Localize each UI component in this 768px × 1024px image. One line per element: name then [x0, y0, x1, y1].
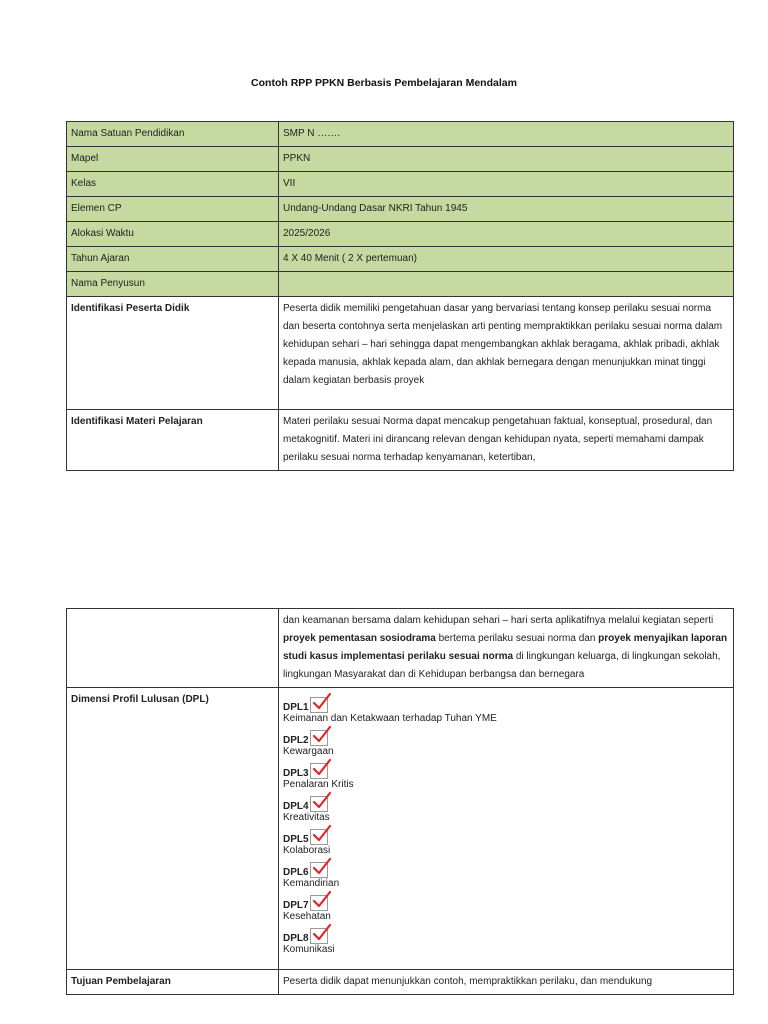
dpl-item [283, 790, 729, 823]
checkbox-checked-icon[interactable] [310, 763, 328, 779]
identifikasi-peserta-label: Identifikasi Peserta Didik [67, 297, 279, 410]
dpl-list [279, 688, 734, 970]
dpl-description: Penalaran Kritis [283, 779, 354, 790]
dpl-label: Dimensi Profil Lulusan (DPL) [67, 688, 279, 970]
row-label: Nama Penyusun [67, 272, 279, 297]
row-label: Nama Satuan Pendidikan [67, 122, 279, 147]
dpl-code: DPL7 [283, 900, 309, 911]
dpl-code: DPL5 [283, 834, 309, 845]
row-label: Tahun Ajaran [67, 247, 279, 272]
row-label: Alokasi Waktu [67, 222, 279, 247]
dpl-description: Keimanan dan Ketakwaan terhadap Tuhan YME [283, 713, 497, 724]
dpl-code-row [283, 790, 729, 812]
dpl-item [283, 889, 729, 922]
identifikasi-materi-text: Materi perilaku sesuai Norma dapat mencakup pengetahuan faktual, konseptual, prosedural, dan metakognitif. Materi ini dirancang relevan dengan kehidupan nyata, seperti memahami dampak perilaku sesuai norma terhadap kenyamanan, ketertiban, [279, 410, 734, 471]
row-value [279, 272, 734, 297]
bold-phrase: proyek menyajikan laporan studi kasus implementasi perilaku sesuai norma [283, 633, 728, 662]
dpl-item [283, 691, 729, 724]
continuation-text: dan keamanan bersama dalam kehidupan sehari – hari serta aplikatifnya melalui kegiatan seperti proyek pementasan sosiodrama bertema perilaku sesuai norma dan proyek menyajikan laporan studi kasus implementasi perilaku sesuai norma di lingkungan keluarga, di lingkungan sekolah, lingkungan Masyarakat dan di Kehidupan berbangsa dan bernegara [279, 609, 734, 688]
table-row [67, 197, 734, 222]
dpl-description: Kreativitas [283, 812, 330, 823]
checkbox-checked-icon[interactable] [310, 829, 328, 845]
document-title: Contoh RPP PPKN Berbasis Pembelajaran Mendalam [251, 77, 517, 89]
row-value: 4 X 40 Menit ( 2 X pertemuan) [279, 247, 734, 272]
table-row [67, 688, 734, 970]
dpl-code: DPL1 [283, 702, 309, 713]
identifikasi-materi-label: Identifikasi Materi Pelajaran [67, 410, 279, 471]
table-row [67, 272, 734, 297]
dpl-description: Kesehatan [283, 911, 331, 922]
checkbox-checked-icon[interactable] [310, 697, 328, 713]
dpl-code: DPL4 [283, 801, 309, 812]
dpl-item [283, 823, 729, 856]
row-label: Elemen CP [67, 197, 279, 222]
row-value: PPKN [279, 147, 734, 172]
empty-label-cell [67, 609, 279, 688]
row-value: SMP N ……. [279, 122, 734, 147]
tujuan-text: Peserta didik dapat menunjukkan contoh, mempraktikkan perilaku, dan mendukung [279, 970, 734, 995]
dpl-code: DPL8 [283, 933, 309, 944]
dpl-code-row [283, 823, 729, 845]
row-value: VII [279, 172, 734, 197]
dpl-description: Komunikasi [283, 944, 335, 955]
tujuan-label: Tujuan Pembelajaran [67, 970, 279, 995]
identifikasi-peserta-text: Peserta didik memiliki pengetahuan dasar yang bervariasi tentang konsep perilaku sesuai norma dan beserta contohnya serta menjelaskan arti penting mempraktikkan perilaku sesuai norma dalam kehidupan sehari – hari sehingga dapat mengembangkan akhlak beragama, akhlak pribadi, akhlak kepada manusia, akhlak kepada alam, dan akhlak bernegara dengan menunjukkan minat tinggi dalam kegiatan berbasis proyek [279, 297, 734, 410]
continuation-table [66, 608, 734, 995]
bold-phrase: proyek pementasan sosiodrama [283, 633, 436, 644]
row-value: Undang-Undang Dasar NKRI Tahun 1945 [279, 197, 734, 222]
dpl-description: Kolaborasi [283, 845, 331, 856]
info-table [66, 121, 734, 471]
dpl-code-row [283, 922, 729, 944]
table-row [67, 970, 734, 995]
dpl-code: DPL6 [283, 867, 309, 878]
table-row [67, 222, 734, 247]
checkbox-checked-icon[interactable] [310, 862, 328, 878]
dpl-item [283, 757, 729, 790]
checkbox-checked-icon[interactable] [310, 796, 328, 812]
checkbox-checked-icon[interactable] [310, 895, 328, 911]
checkbox-checked-icon[interactable] [310, 730, 328, 746]
dpl-code-row [283, 856, 729, 878]
dpl-item [283, 922, 729, 955]
table-row [67, 122, 734, 147]
table-row [67, 247, 734, 272]
table-row [67, 297, 734, 410]
row-value: 2025/2026 [279, 222, 734, 247]
row-label: Mapel [67, 147, 279, 172]
dpl-code-row [283, 691, 729, 713]
table-row [67, 609, 734, 688]
dpl-code-row [283, 889, 729, 911]
dpl-code-row [283, 724, 729, 746]
dpl-code: DPL2 [283, 735, 309, 746]
dpl-code-row [283, 757, 729, 779]
dpl-description: Kewargaan [283, 746, 334, 757]
dpl-code: DPL3 [283, 768, 309, 779]
dpl-description: Kemandirian [283, 878, 340, 889]
checkbox-checked-icon[interactable] [310, 928, 328, 944]
table-row [67, 172, 734, 197]
table-row [67, 410, 734, 471]
row-label: Kelas [67, 172, 279, 197]
table-row [67, 147, 734, 172]
dpl-item [283, 856, 729, 889]
dpl-item [283, 724, 729, 757]
